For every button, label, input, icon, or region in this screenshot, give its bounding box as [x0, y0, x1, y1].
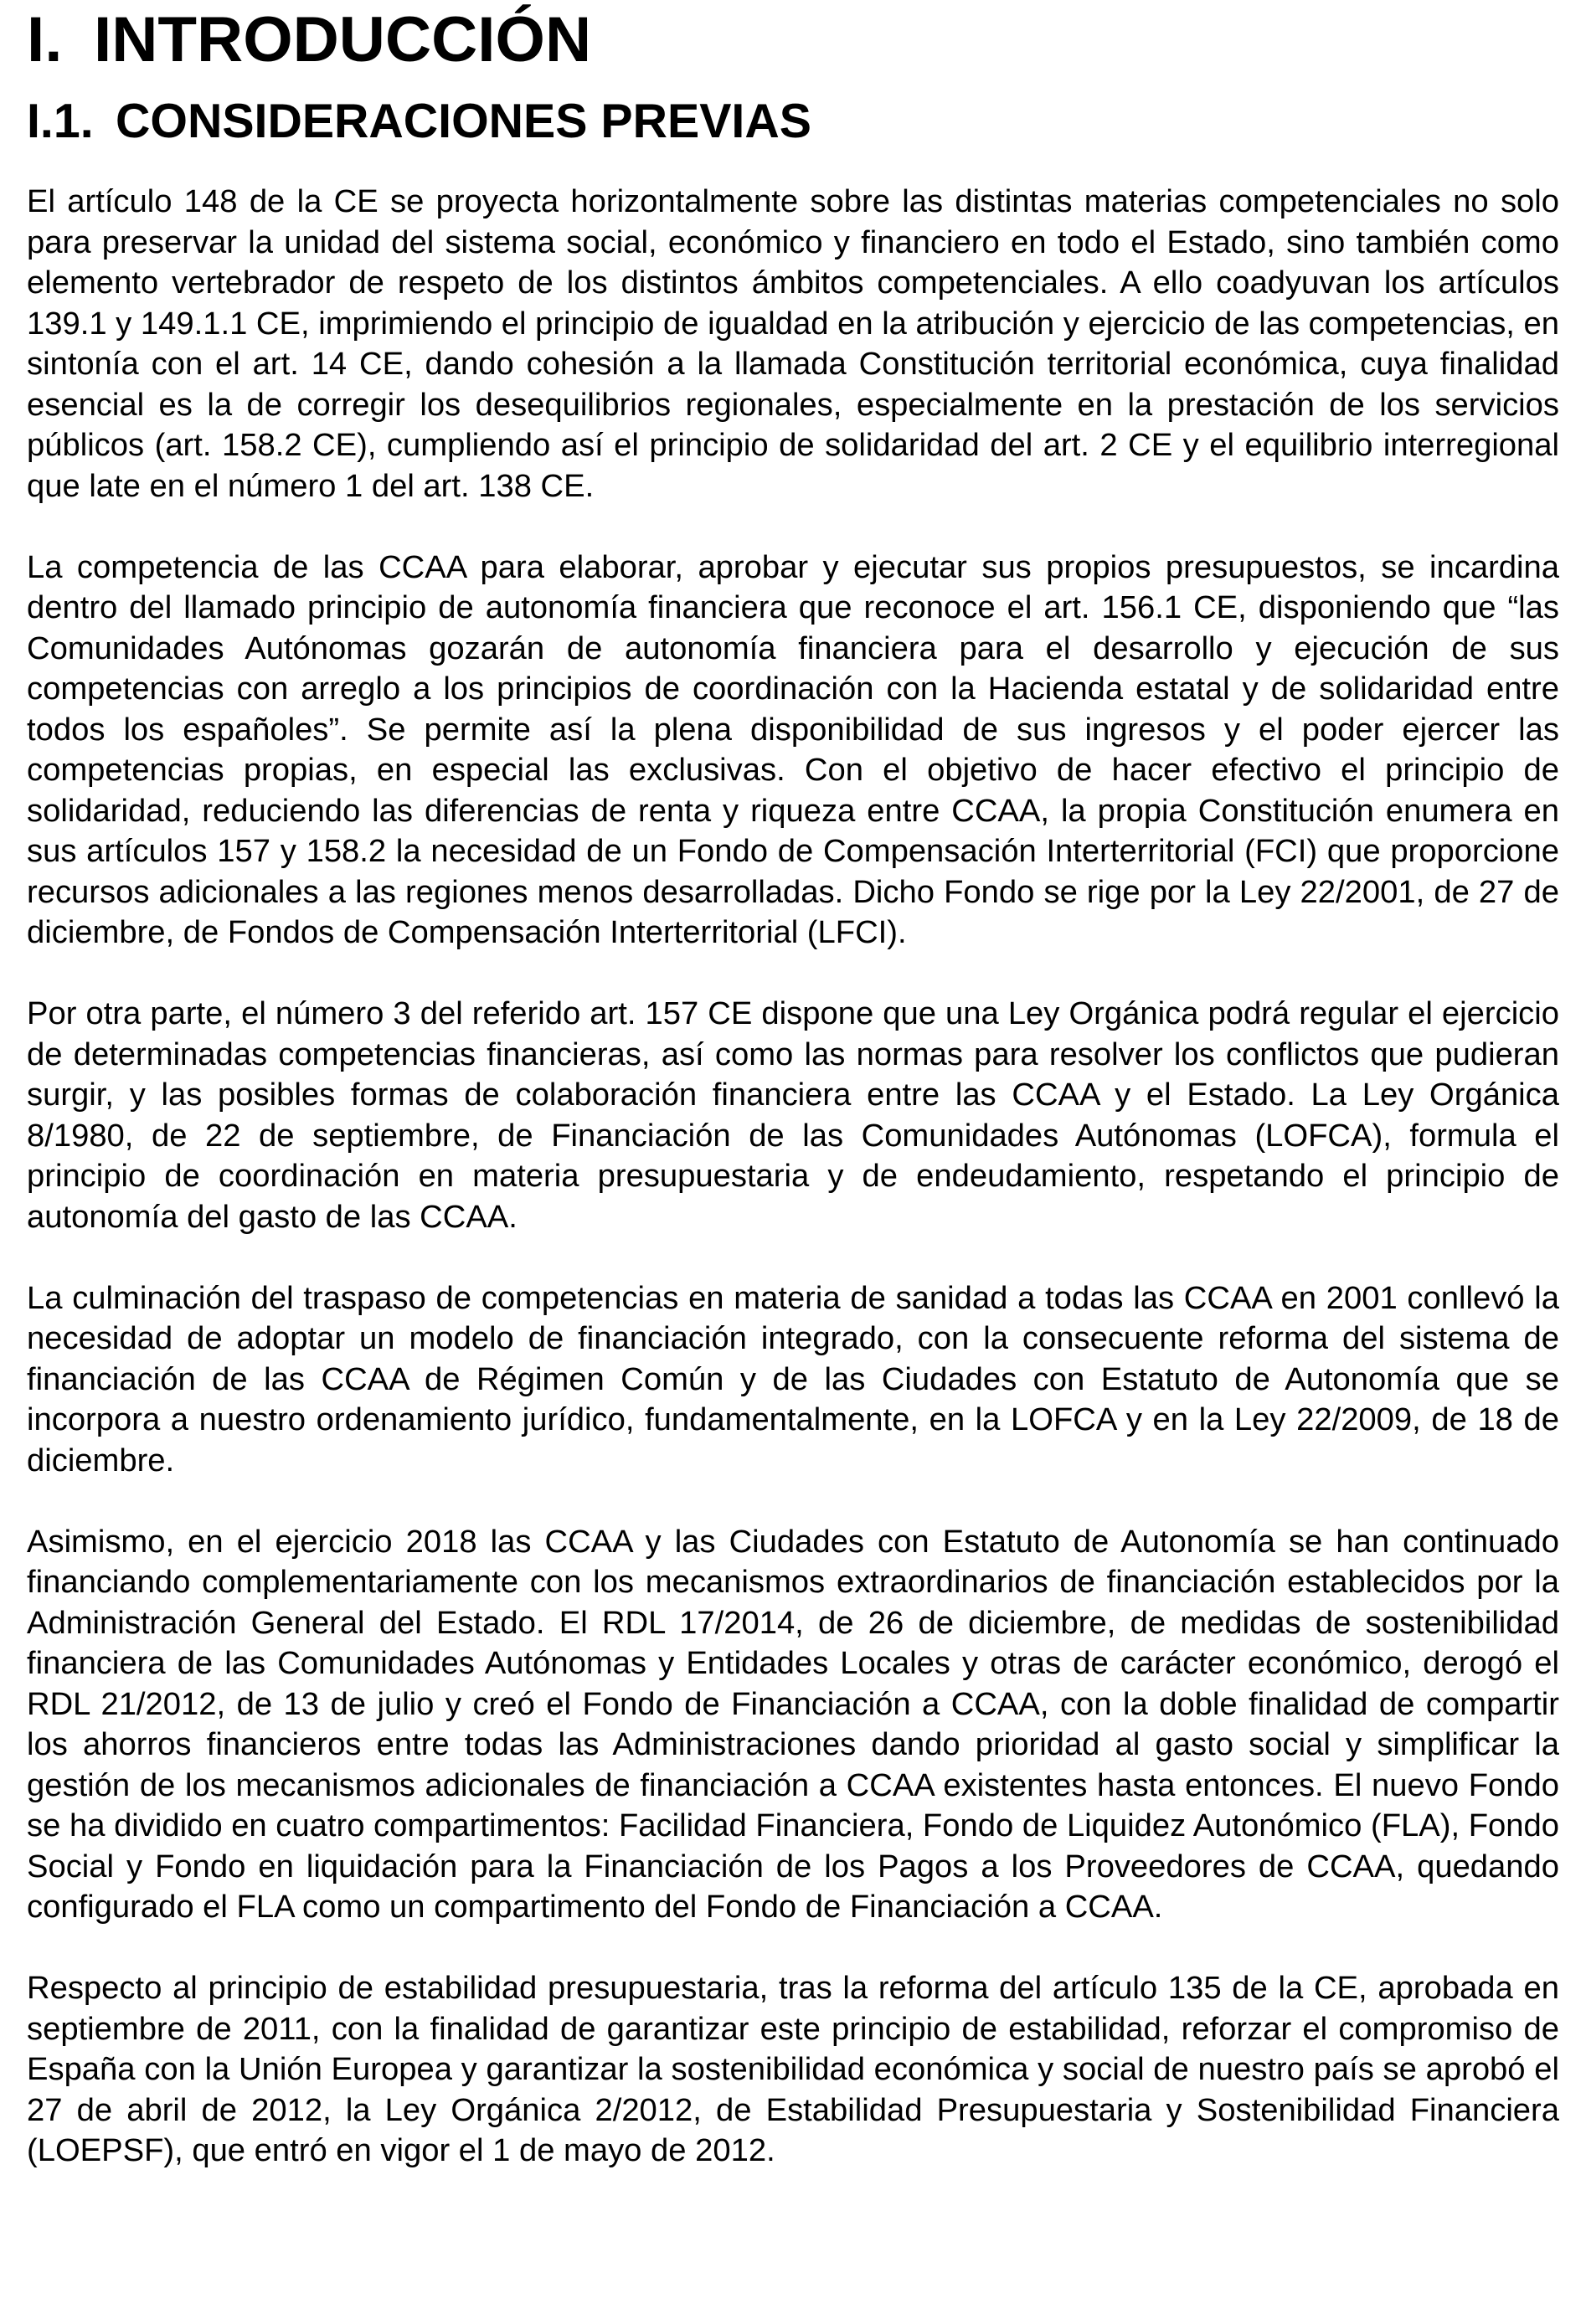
- section-number: I.: [27, 4, 63, 75]
- paragraph-articulo-148: El artículo 148 de la CE se proyecta horizontalmente sobre las distintas materias competenciales no solo para preservar la unidad del sistema social, económico y financiero en todo el Estado, sino también como elemento vertebrador de respeto de los distintos ámbitos competenciales. A ello coadyuvan los artículos 139.1 y 149.1.1 CE, imprimiendo el principio de igualdad en la atribución y ejercicio de las competencias, en sintonía con el art. 14 CE, dando cohesión a la llamada Constitución territorial económica, cuya finalidad esencial es la de corregir los desequilibrios regionales, especialmente en la prestación de los servicios públicos (art. 158.2 CE), cumpliendo así el principio de solidaridad del art. 2 CE y el equilibrio interregional que late en el número 1 del art. 138 CE.: [27, 183, 1559, 504]
- subsection-heading: [27, 94, 1559, 148]
- subsection-title: CONSIDERACIONES PREVIAS: [116, 94, 811, 148]
- section-heading: [27, 4, 1559, 75]
- paragraph-autonomia-financiera: La competencia de las CCAA para elaborar, aprobar y ejecutar sus propios presupuestos, se incardina dentro del llamado principio de autonomía financiera que reconoce el art. 156.1 CE, disponiendo que “las Comunidades Autónomas gozarán de autonomía financiera para el desarrollo y ejecución de sus competencias con arreglo a los principios de coordinación con la Hacienda estatal y de solidaridad entre todos los españoles”. Se permite así la plena disponibilidad de sus ingresos y el poder ejercer las competencias propias, en especial las exclusivas. Con el objetivo de hacer efectivo el principio de solidaridad, reduciendo las diferencias de renta y riqueza entre CCAA, la propia Constitución enumera en sus artículos 157 y 158.2 la necesidad de un Fondo de Compensación Interterritorial (FCI) que proporcione recursos adicionales a las regiones menos desarrolladas. Dicho Fondo se rige por la Ley 22/2001, de 27 de diciembre, de Fondos de Compensación Interterritorial (LFCI).: [27, 548, 1559, 950]
- paragraph-ley-organica: Por otra parte, el número 3 del referido art. 157 CE dispone que una Ley Orgánica podrá regular el ejercicio de determinadas competencias financieras, así como las normas para resolver los conflictos que pudieran surgir, y las posibles formas de colaboración financiera entre las CCAA y el Estado. La Ley Orgánica 8/1980, de 22 de septiembre, de Financiación de las Comunidades Autónomas (LOFCA), formula el principio de coordinación en materia presupuestaria y de endeudamiento, respetando el principio de autonomía del gasto de las CCAA.: [27, 995, 1559, 1235]
- paragraph-mecanismos-financiacion: Asimismo, en el ejercicio 2018 las CCAA y las Ciudades con Estatuto de Autonomía se han continuado financiando complementariamente con los mecanismos extraordinarios de financiación establecidos por la Administración General del Estado. El RDL 17/2014, de 26 de diciembre, de medidas de sostenibilidad financiera de las Comunidades Autónomas y Entidades Locales y otras de carácter económico, derogó el RDL 21/2012, de 13 de julio y creó el Fondo de Financiación a CCAA, con la doble finalidad de compartir los ahorros financieros entre todas las Administraciones dando prioridad al gasto social y simplificar la gestión de los mecanismos adicionales de financiación a CCAA existentes hasta entonces. El nuevo Fondo se ha dividido en cuatro compartimentos: Facilidad Financiera, Fondo de Liquidez Autonómico (FLA), Fondo Social y Fondo en liquidación para la Financiación de los Pagos a los Proveedores de CCAA, quedando configurado el FLA como un compartimento del Fondo de Financiación a CCAA.: [27, 1523, 1559, 1925]
- section-title: INTRODUCCIÓN: [94, 4, 592, 75]
- subsection-number: I.1.: [27, 94, 94, 148]
- document-page: [27, 4, 1559, 2172]
- paragraph-estabilidad-presupuestaria: Respecto al principio de estabilidad presupuestaria, tras la reforma del artículo 135 de la CE, aprobada en septiembre de 2011, con la finalidad de garantizar este principio de estabilidad, reforzar el compromiso de España con la Unión Europea y garantizar la sostenibilidad económica y social de nuestro país se aprobó el 27 de abril de 2012, la Ley Orgánica 2/2012, de Estabilidad Presupuestaria y Sostenibilidad Financiera (LOEPSF), que entró en vigor el 1 de mayo de 2012.: [27, 1970, 1559, 2168]
- paragraph-traspaso-sanidad: La culminación del traspaso de competencias en materia de sanidad a todas las CCAA en 2001 conllevó la necesidad de adoptar un modelo de financiación integrado, con la consecuente reforma del sistema de financiación de las CCAA de Régimen Común y de las Ciudades con Estatuto de Autonomía que se incorpora a nuestro ordenamiento jurídico, fundamentalmente, en la LOFCA y en la Ley 22/2009, de 18 de diciembre.: [27, 1279, 1559, 1478]
